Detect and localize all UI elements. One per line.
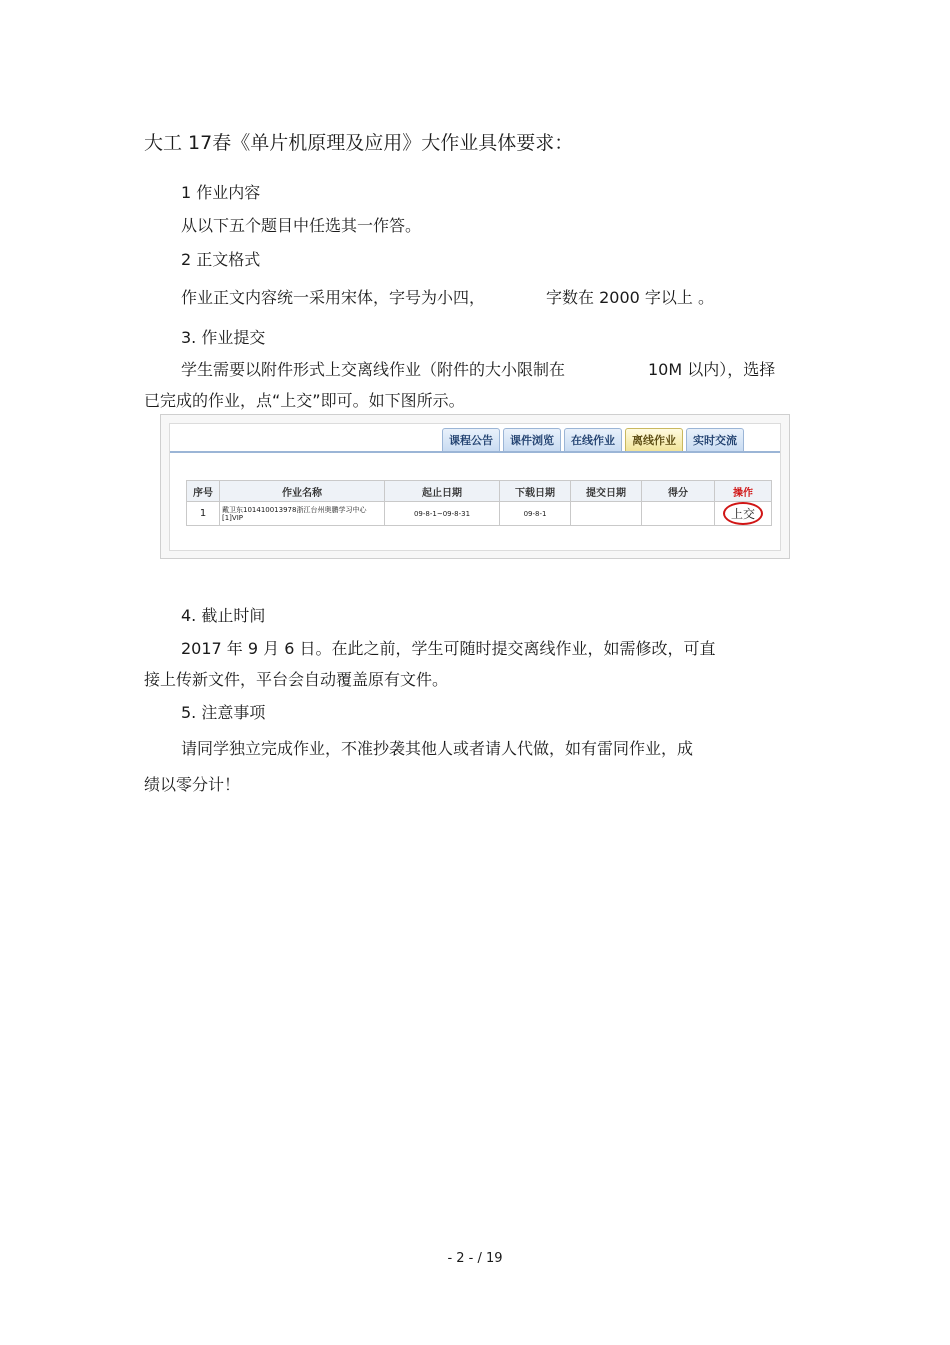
screenshot-panel [169, 423, 781, 551]
tab-online-homework[interactable]: 在线作业 [564, 428, 622, 452]
page-footer: - 2 - / 19 [447, 1251, 503, 1266]
section-1-text: 从以下五个题目中任选其一作答。 [181, 216, 422, 235]
section-2-heading: 2 正文格式 [181, 250, 261, 269]
section-3-heading: 3. 作业提交 [181, 328, 266, 347]
tab-offline-homework[interactable]: 离线作业 [625, 428, 683, 452]
section-4-heading: 4. 截止时间 [181, 606, 266, 625]
section-4-text-a: 2017 年 9 月 6 日。在此之前，学生可随时提交离线作业，如需修改，可直 [181, 639, 716, 658]
col-period: 起止日期 [385, 481, 500, 502]
cell-score [642, 502, 715, 526]
document-title: 大工 17春《单片机原理及应用》大作业具体要求： [144, 132, 574, 154]
col-action: 操作 [715, 481, 772, 502]
section-3-text-a: 学生需要以附件形式上交离线作业（附件的大小限制在 [181, 360, 566, 379]
section-3-text-c: 已完成的作业，点“上交”即可。如下图所示。 [144, 391, 465, 410]
col-name: 作业名称 [220, 481, 385, 502]
tab-bar [442, 428, 744, 452]
col-index: 序号 [187, 481, 220, 502]
tab-live-chat[interactable]: 实时交流 [686, 428, 744, 452]
tab-course-notice[interactable]: 课程公告 [442, 428, 500, 452]
section-5-heading: 5. 注意事项 [181, 703, 266, 722]
cell-name: 戴卫东101410013978浙江台州奥鹏学习中心[1]VIP [220, 502, 385, 526]
tab-courseware[interactable]: 课件浏览 [503, 428, 561, 452]
cell-action [715, 502, 772, 526]
table-row [187, 502, 772, 526]
cell-period: 09-8-1~09-8-31 [385, 502, 500, 526]
embedded-screenshot [160, 414, 790, 559]
col-submitted: 提交日期 [571, 481, 642, 502]
cell-index: 1 [187, 502, 220, 526]
section-2-text-b: 字数在 2000 字以上 。 [546, 288, 714, 307]
col-score: 得分 [642, 481, 715, 502]
section-1-heading: 1 作业内容 [181, 183, 261, 202]
section-5-text-b: 绩以零分计！ [144, 775, 241, 794]
section-5-text-a: 请同学独立完成作业，不准抄袭其他人或者请人代做，如有雷同作业，成 [181, 739, 694, 758]
col-download: 下载日期 [500, 481, 571, 502]
submit-button[interactable]: 上交 [723, 502, 763, 525]
section-2-text-a: 作业正文内容统一采用宋体，字号为小四， [181, 288, 486, 307]
tab-underline [170, 451, 780, 453]
homework-table [186, 480, 772, 526]
section-4-text-b: 接上传新文件，平台会自动覆盖原有文件。 [144, 670, 449, 689]
cell-download: 09-8-1 [500, 502, 571, 526]
section-3-text-b: 10M 以内），选择 [648, 360, 776, 379]
table-header-row [187, 481, 772, 502]
cell-submitted [571, 502, 642, 526]
